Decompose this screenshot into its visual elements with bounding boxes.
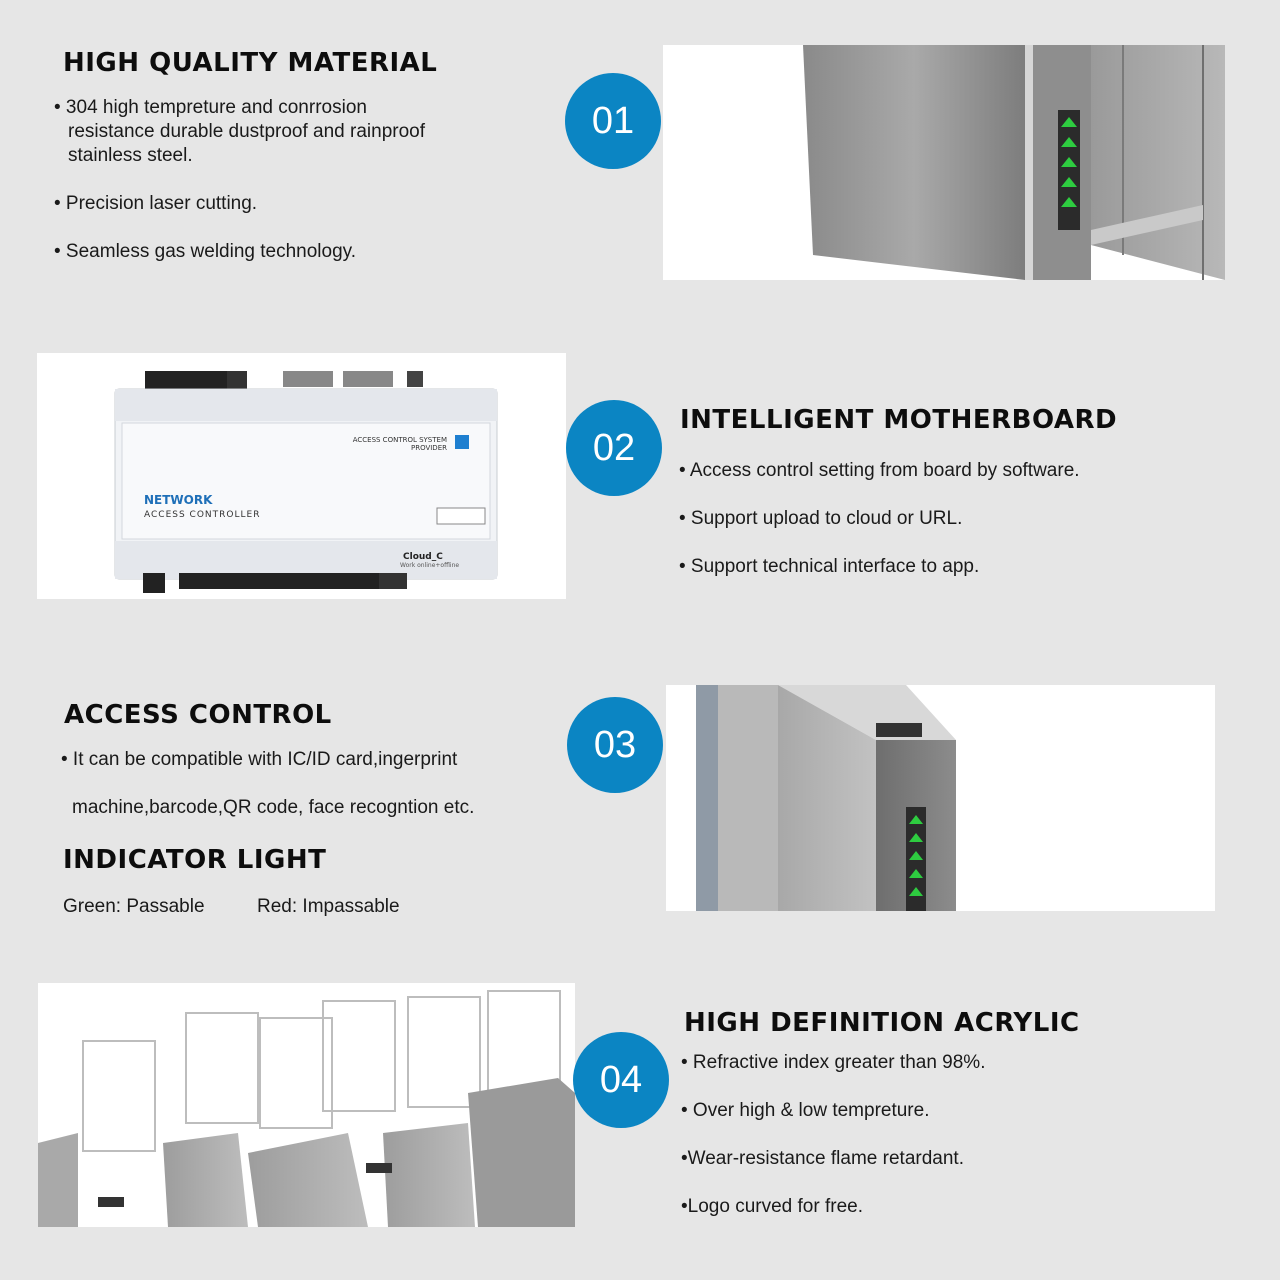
section-03-subtitle: INDICATOR LIGHT xyxy=(63,845,327,875)
acrylic-flap-barrier-row-image xyxy=(38,983,575,1227)
section-04-bullet-3: •Wear-resistance flame retardant. xyxy=(681,1148,964,1169)
section-04-number-badge: 04 xyxy=(573,1032,669,1128)
board-network-label: NETWORK xyxy=(144,493,213,507)
indicator-green-text: Green: Passable xyxy=(63,896,205,917)
section-02-bullet-3: • Support technical interface to app. xyxy=(679,556,980,577)
section-01-bullet-2: • Precision laser cutting. xyxy=(54,193,258,214)
section-02-bullet-2: • Support upload to cloud or URL. xyxy=(679,508,963,529)
section-04-bullet-1: • Refractive index greater than 98%. xyxy=(681,1052,986,1073)
section-01-bullet-1-cont: resistance durable dustproof and rainproof xyxy=(68,121,426,142)
section-01-bullet-1: • 304 high tempreture and conrrosion xyxy=(54,97,367,118)
section-03-bullet-1-cont: machine,barcode,QR code, face recogntion etc. xyxy=(72,797,475,818)
stainless-turnstile-closeup-image xyxy=(663,45,1225,280)
board-controller-label: ACCESS CONTROLLER xyxy=(144,510,261,520)
section-03-number-badge: 03 xyxy=(567,697,663,793)
indicator-red-text: Red: Impassable xyxy=(257,896,400,917)
section-01-bullet-1-cont2: stainless steel. xyxy=(68,145,193,166)
section-02-number-badge: 02 xyxy=(566,400,662,496)
section-02-title: INTELLIGENT MOTHERBOARD xyxy=(680,405,1118,435)
section-01-bullet-3: • Seamless gas welding technology. xyxy=(54,241,357,262)
section-03-bullet-1: • It can be compatible with IC/ID card,ingerprint xyxy=(61,749,458,770)
section-04-title: HIGH DEFINITION ACRYLIC xyxy=(684,1008,1080,1038)
section-04-bullet-4: •Logo curved for free. xyxy=(681,1196,863,1217)
section-03-title: ACCESS CONTROL xyxy=(64,700,332,730)
access-controller-board-image xyxy=(37,353,566,599)
board-system-label: ACCESS CONTROL SYSTEM xyxy=(352,436,447,444)
section-01-number-badge: 01 xyxy=(565,73,661,169)
section-04-bullet-2: • Over high & low tempreture. xyxy=(681,1100,930,1121)
section-02-bullet-1: • Access control setting from board by software. xyxy=(679,460,1080,481)
board-provider-label: PROVIDER xyxy=(410,444,447,452)
board-cloud-sub-label: Work online+offline xyxy=(400,562,460,569)
board-cloud-label: Cloud_C xyxy=(403,552,443,562)
section-01-title: HIGH QUALITY MATERIAL xyxy=(63,48,438,78)
turnstile-card-reader-image xyxy=(666,685,1215,911)
